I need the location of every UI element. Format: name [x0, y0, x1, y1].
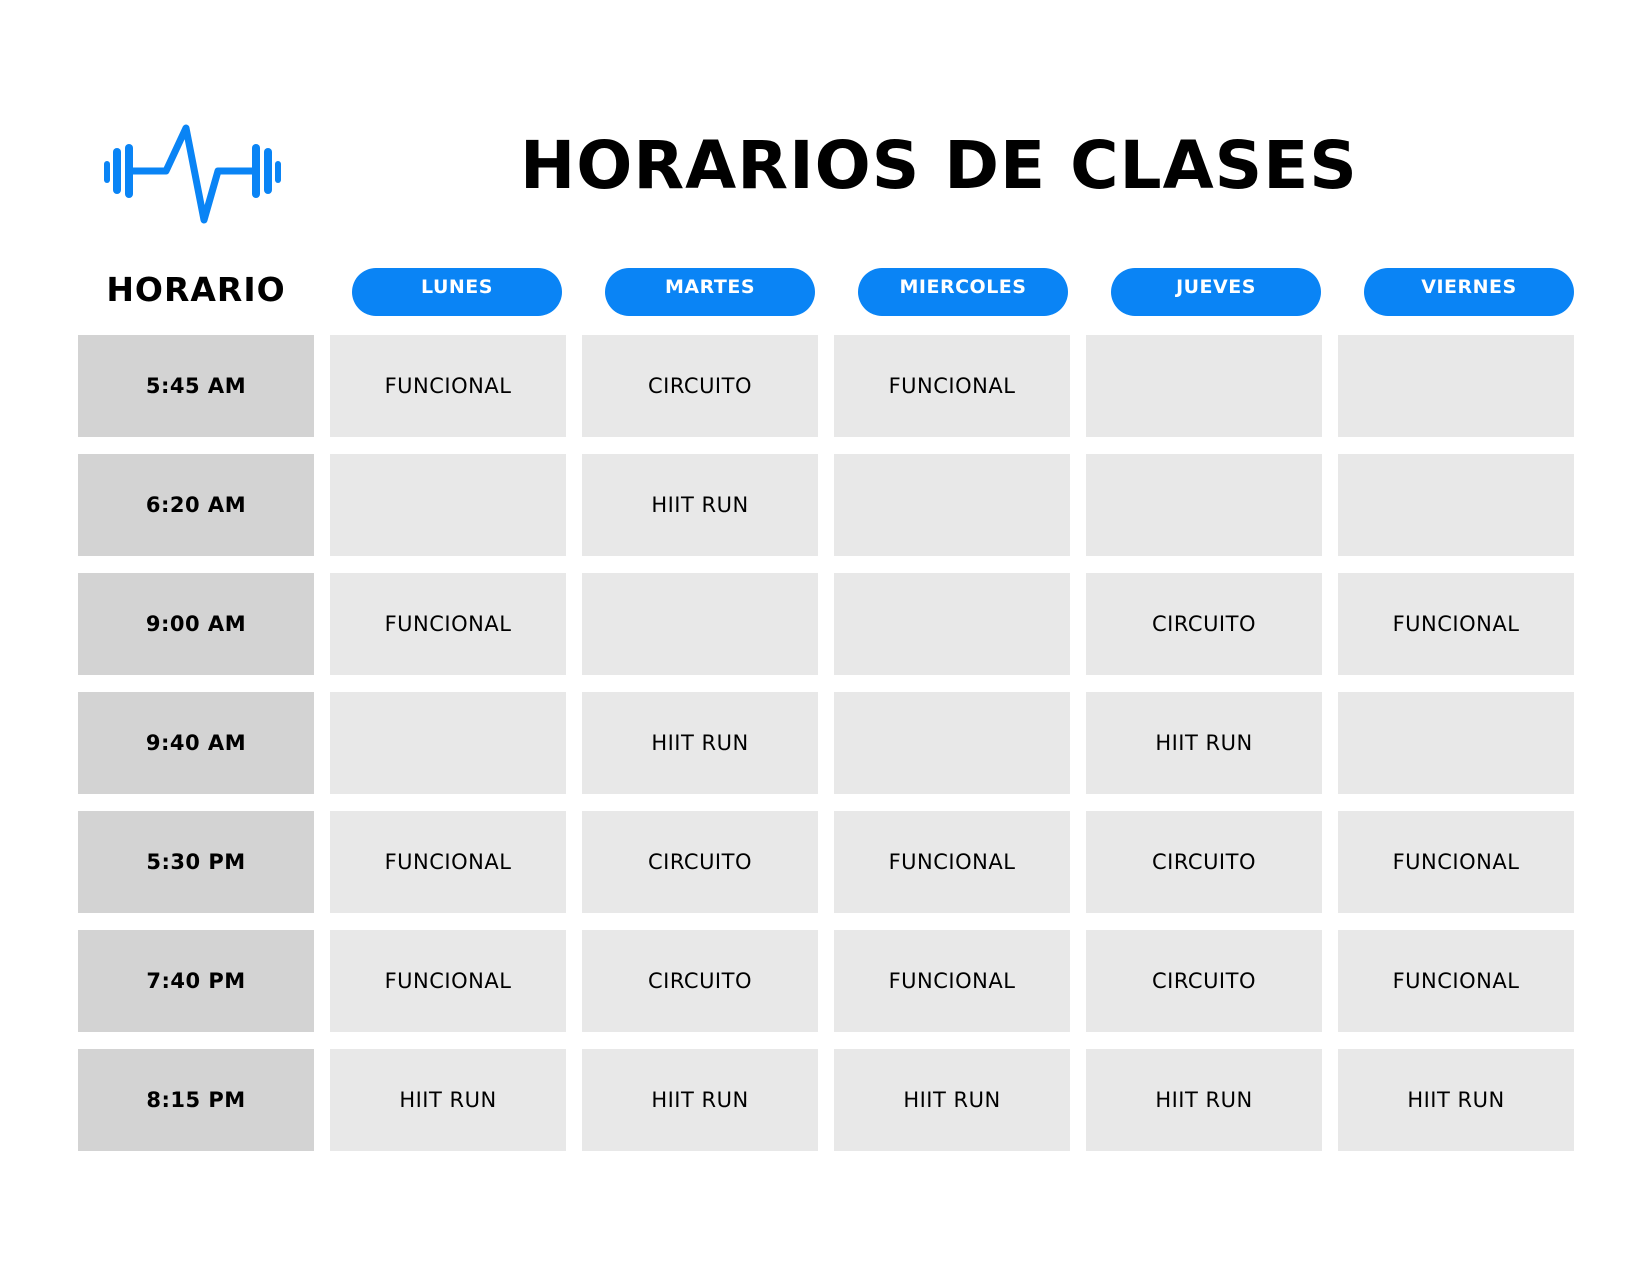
class-cell: [834, 692, 1070, 794]
class-cell: FUNCIONAL: [834, 930, 1070, 1032]
class-cell: CIRCUITO: [582, 811, 818, 913]
class-cell: HIIT RUN: [1086, 1049, 1322, 1151]
day-header-jueves: JUEVES: [1111, 268, 1321, 316]
day-header-miercoles: MIERCOLES: [858, 268, 1068, 316]
class-cell: CIRCUITO: [582, 930, 818, 1032]
time-column-header: HORARIO: [106, 270, 286, 309]
class-cell: FUNCIONAL: [1338, 811, 1574, 913]
class-cell: FUNCIONAL: [1338, 930, 1574, 1032]
class-cell: FUNCIONAL: [834, 335, 1070, 437]
class-cell: HIIT RUN: [1338, 1049, 1574, 1151]
time-cell: 8:15 PM: [78, 1049, 314, 1151]
class-cell: [1086, 335, 1322, 437]
time-cell: 7:40 PM: [78, 930, 314, 1032]
class-cell: [330, 454, 566, 556]
class-cell: [1338, 692, 1574, 794]
class-cell: FUNCIONAL: [1338, 573, 1574, 675]
dumbbell-heartbeat-icon: [104, 124, 296, 232]
class-cell: [1338, 454, 1574, 556]
class-cell: CIRCUITO: [582, 335, 818, 437]
day-header-martes: MARTES: [605, 268, 815, 316]
class-cell: HIIT RUN: [582, 454, 818, 556]
class-cell: FUNCIONAL: [330, 573, 566, 675]
class-cell: [330, 692, 566, 794]
class-cell: FUNCIONAL: [330, 335, 566, 437]
class-cell: HIIT RUN: [834, 1049, 1070, 1151]
class-cell: CIRCUITO: [1086, 573, 1322, 675]
day-header-viernes: VIERNES: [1364, 268, 1574, 316]
time-cell: 5:45 AM: [78, 335, 314, 437]
class-cell: [834, 573, 1070, 675]
class-cell: [834, 454, 1070, 556]
day-header-lunes: LUNES: [352, 268, 562, 316]
class-cell: HIIT RUN: [582, 692, 818, 794]
class-cell: [1086, 454, 1322, 556]
class-cell: FUNCIONAL: [330, 930, 566, 1032]
class-cell: HIIT RUN: [330, 1049, 566, 1151]
class-cell: HIIT RUN: [582, 1049, 818, 1151]
class-cell: HIIT RUN: [1086, 692, 1322, 794]
class-cell: [582, 573, 818, 675]
time-cell: 6:20 AM: [78, 454, 314, 556]
class-cell: FUNCIONAL: [834, 811, 1070, 913]
class-cell: CIRCUITO: [1086, 811, 1322, 913]
time-cell: 5:30 PM: [78, 811, 314, 913]
class-cell: FUNCIONAL: [330, 811, 566, 913]
time-cell: 9:00 AM: [78, 573, 314, 675]
class-cell: [1338, 335, 1574, 437]
class-cell: CIRCUITO: [1086, 930, 1322, 1032]
page-title: HORARIOS DE CLASES: [520, 127, 1358, 204]
time-cell: 9:40 AM: [78, 692, 314, 794]
